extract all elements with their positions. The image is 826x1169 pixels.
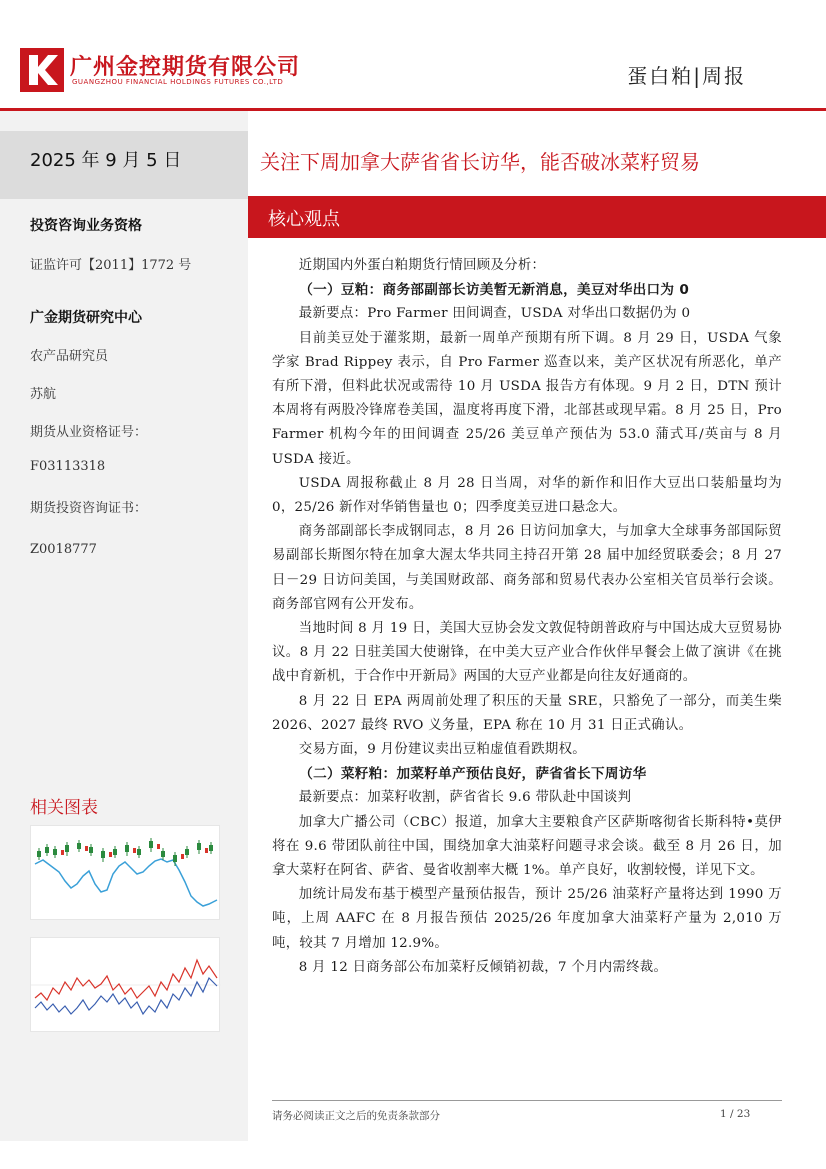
company-name-en: GUANGZHOU FINANCIAL HOLDINGS FUTURES CO.,LTD [72, 78, 284, 86]
paragraph-intro: 近期国内外蛋白粕期货行情回顾及分析： [298, 258, 546, 273]
consult-cert-number: Z0018777 [30, 542, 97, 557]
paragraph: 加拿大广播公司（CBC）报道，加拿大主要粮食产区萨斯喀彻省长斯科特•莫伊将在 9.6 带团队前往中国，围绕加拿大油菜籽问题寻求会谈。截至 8 月 26 日，加拿大菜籽在阿省、萨省、曼省收割率大概 1%。单产良好，收割较慢，详见下文。 [272, 814, 782, 879]
section-heading-rapeseed-meal: （二）菜籽粕：加菜籽单产预估良好，萨省省长下周访华 [299, 766, 647, 783]
consult-cert-label: 期货投资咨询证书： [30, 501, 148, 516]
analyst-name: 苏航 [30, 387, 57, 402]
line-thumbnail [31, 938, 221, 1033]
core-view-title: 核心观点 [268, 209, 340, 230]
report-date: 2025 年 9 月 5 日 [30, 150, 182, 171]
company-name-cn: 广州金控期货有限公司 [70, 55, 301, 80]
paragraph: 加统计局发布基于模型产量预估报告，预计 25/26 油菜籽产量将达到 1990 万吨，上周 AAFC 在 8 月报告预估 2025/26 年度加拿大油菜籽产量为 2,010 万吨，较其 7 月增加 12.9%。 [272, 887, 782, 951]
qualification-title: 投资咨询业务资格 [30, 218, 142, 234]
core-view-banner [248, 196, 826, 238]
paragraph: USDA 周报称截止 8 月 28 日当周，对华的新作和旧作大豆出口装船量均为 0，25/26 新作对华销售量也 0；四季度美豆进口悬念大。 [272, 475, 782, 516]
page-number: 1 / 23 [720, 1108, 751, 1120]
paragraph: 交易方面，9 月份建议卖出豆粕虚值看跌期权。 [298, 742, 586, 758]
paragraph: 8 月 22 日 EPA 两周前处理了积压的天量 SRE，只豁免了一部分，而美生柴 2026、2027 最终 RVO 义务量，EPA 称在 10 月 31 日正式确认。 [272, 693, 782, 733]
research-center: 广金期货研究中心 [30, 310, 142, 326]
core-view-body [272, 254, 782, 980]
paragraph: 最新要点：Pro Farmer 田间调查，USDA 对华出口数据仍为 0 [298, 306, 691, 322]
section-heading-soymeal: （一）豆粕：商务部副部长访美暂无新消息，美豆对华出口为 0 [299, 282, 690, 299]
paragraph: 商务部副部长李成钢同志，8 月 26 日访问加拿大，与加拿大全球事务部国际贸易副部长斯图尔特在加拿大渥太华共同主持召开第 28 届中加经贸联委会；8 月 27 日－29 日访问美国，与美国财政部、商务部和贸易代表办公室相关官员举行会谈。商务部官网有公开发布。 [272, 524, 782, 612]
futures-cert-label: 期货从业资格证号： [30, 425, 148, 440]
paragraph: 最新要点：加菜籽收割，萨省省长 9.6 带队赴中国谈判 [298, 790, 632, 806]
related-chart-thumbnail-2 [30, 937, 220, 1032]
related-charts-title: 相关图表 [30, 798, 98, 818]
futures-cert-number: F03113318 [30, 459, 106, 474]
analyst-department: 农产品研究员 [30, 349, 109, 364]
license-number: 证监许可【2011】1772 号 [30, 258, 192, 273]
report-type: 蛋白粕|周报 [627, 64, 746, 88]
company-logo-icon [20, 48, 64, 92]
paragraph: 当地时间 8 月 19 日，美国大豆协会发文敦促特朗普政府与中国达成大豆贸易协议。8 月 22 日驻美国大使谢锋，在中美大豆产业合作伙伴早餐会上做了演讲《在挑战中育新机，于合作中开新局》两国的大豆产业都是向往友好通商的。 [272, 621, 782, 685]
company-logo [20, 48, 320, 92]
disclaimer-note: 请务必阅读正文之后的免责条款部分 [272, 1110, 440, 1122]
paragraph: 目前美豆处于灌浆期，最新一周单产预期有所下调。8 月 29 日，USDA 气象学家 Brad Rippey 表示，自 Pro Farmer 巡查以来，美产区状况有所恶化，单产有所下滑，但料此状况或需待 10 月 USDA 报告方有体现。9 月 2 日，DTN 预计本周将有两股冷锋席卷美国，温度将再度下滑，北部甚或现早霜。8 月 25 日，Pro Farmer 机构今年的田间调查 25/26 美豆单产预估为 53.0 蒲式耳/英亩与 8 月 USDA 接近。 [272, 330, 782, 467]
footer-divider [272, 1100, 782, 1101]
paragraph: 8 月 12 日商务部公布加菜籽反倾销初裁，7 个月内需终裁。 [298, 959, 668, 975]
related-chart-thumbnail-1 [30, 825, 220, 920]
report-headline: 关注下周加拿大萨省省长访华，能否破冰菜籽贸易 [260, 150, 700, 174]
candlestick-thumbnail [31, 826, 221, 921]
